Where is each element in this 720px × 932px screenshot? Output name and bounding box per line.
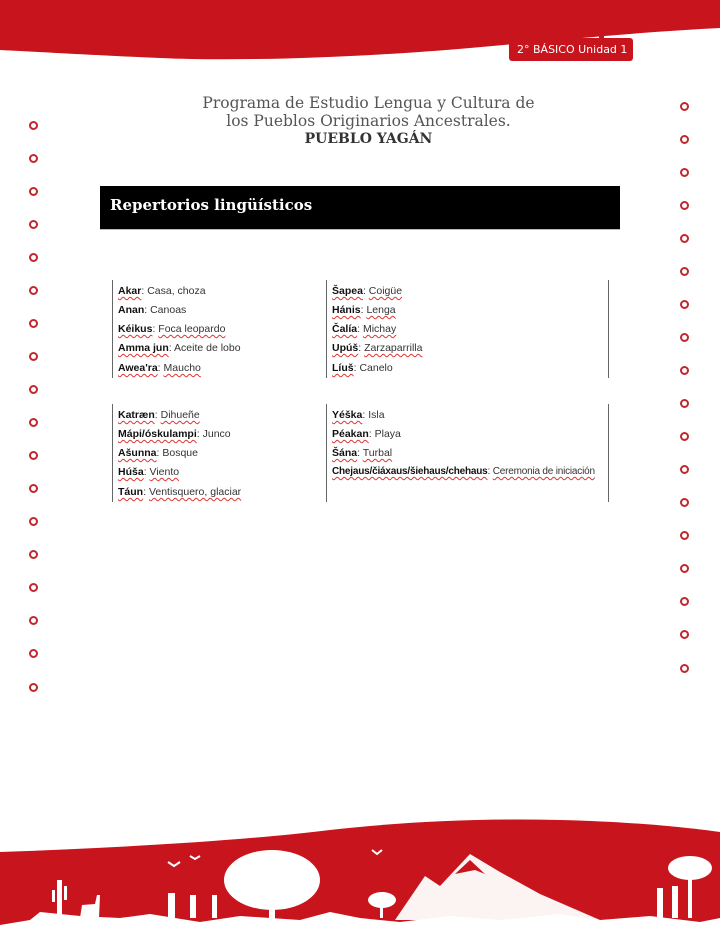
dot-icon [29, 418, 38, 427]
vocab-entry: Mápi/óskulampi: Junco [118, 428, 231, 440]
vocab-entry: Kéikus: Foca leopardo [118, 323, 226, 335]
vocab-entry: Chejaus/čiáxaus/šiehaus/chehaus: Ceremonia de iniciación [332, 466, 595, 477]
heading-people-name: PUEBLO YAGÁN [304, 131, 433, 147]
vocab-entry: Líuš: Canelo [332, 362, 393, 374]
dot-icon [29, 253, 38, 262]
dot-icon [29, 220, 38, 229]
dot-icon [680, 201, 689, 210]
dot-icon [29, 187, 38, 196]
section-title: Repertorios lingüísticos [110, 196, 313, 214]
dot-icon [680, 664, 689, 673]
dot-icon [680, 531, 689, 540]
document-heading [0, 94, 720, 148]
dot-icon [680, 300, 689, 309]
grade-unit-badge: 2° BÁSICO Unidad 1 [509, 38, 633, 61]
vocab-entry: Húša: Viento [118, 466, 180, 478]
vocab-entry: Amma jun: Aceite de lobo [118, 342, 241, 354]
vocab-entry: Čalía: Michay [332, 323, 397, 335]
dot-icon [680, 597, 689, 606]
vocab-entry: Yéška: Isla [332, 409, 385, 421]
dot-icon [29, 550, 38, 559]
dot-icon [29, 451, 38, 460]
heading-line-2: los Pueblos Originarios Ancestrales. [226, 112, 511, 130]
vocab-column-right [326, 280, 609, 378]
bottom-landscape-illustration [0, 790, 720, 932]
vocab-entry: Šapea: Coigüe [332, 285, 403, 297]
vocab-column-left [112, 280, 326, 378]
dot-icon [680, 432, 689, 441]
dot-icon [680, 498, 689, 507]
dot-icon [29, 385, 38, 394]
vocab-entry: Péakan: Playa [332, 428, 401, 440]
vocab-entry: Šána: Turbal [332, 447, 393, 459]
vocabulary-table-1 [112, 280, 609, 378]
vocab-entry: Katræn: Dihueñe [118, 409, 200, 421]
dot-icon [29, 319, 38, 328]
section-title-bar [100, 186, 620, 229]
vocab-entry: Anan: Canoas [118, 304, 187, 316]
dot-icon [29, 154, 38, 163]
dot-icon [29, 517, 38, 526]
dot-icon [680, 465, 689, 474]
vocab-entry: Ašunna: Bosque [118, 447, 198, 459]
dot-icon [680, 399, 689, 408]
vocab-entry: Upúš: Zarzaparrilla [332, 342, 423, 354]
dot-icon [29, 683, 38, 692]
vocab-column-right [326, 404, 609, 502]
dot-icon [680, 267, 689, 276]
dot-icon [680, 333, 689, 342]
vocab-entry: Akar: Casa, choza [118, 285, 206, 297]
dot-icon [29, 352, 38, 361]
dot-icon [29, 484, 38, 493]
vocab-entry: Hánis: Lenga [332, 304, 396, 316]
dot-icon [29, 649, 38, 658]
heading-line-1: Programa de Estudio Lengua y Cultura de [202, 94, 535, 112]
vocab-entry: Awea'ra: Maucho [118, 362, 201, 374]
dot-icon [29, 286, 38, 295]
dot-icon [29, 583, 38, 592]
vocabulary-table-2 [112, 404, 609, 502]
dot-icon [680, 234, 689, 243]
dot-icon [680, 630, 689, 639]
vocab-entry: Táun: Ventisquero, glaciar [118, 486, 242, 498]
dot-icon [680, 366, 689, 375]
dot-icon [680, 168, 689, 177]
vocab-column-left [112, 404, 326, 502]
dot-icon [29, 616, 38, 625]
dot-icon [680, 564, 689, 573]
